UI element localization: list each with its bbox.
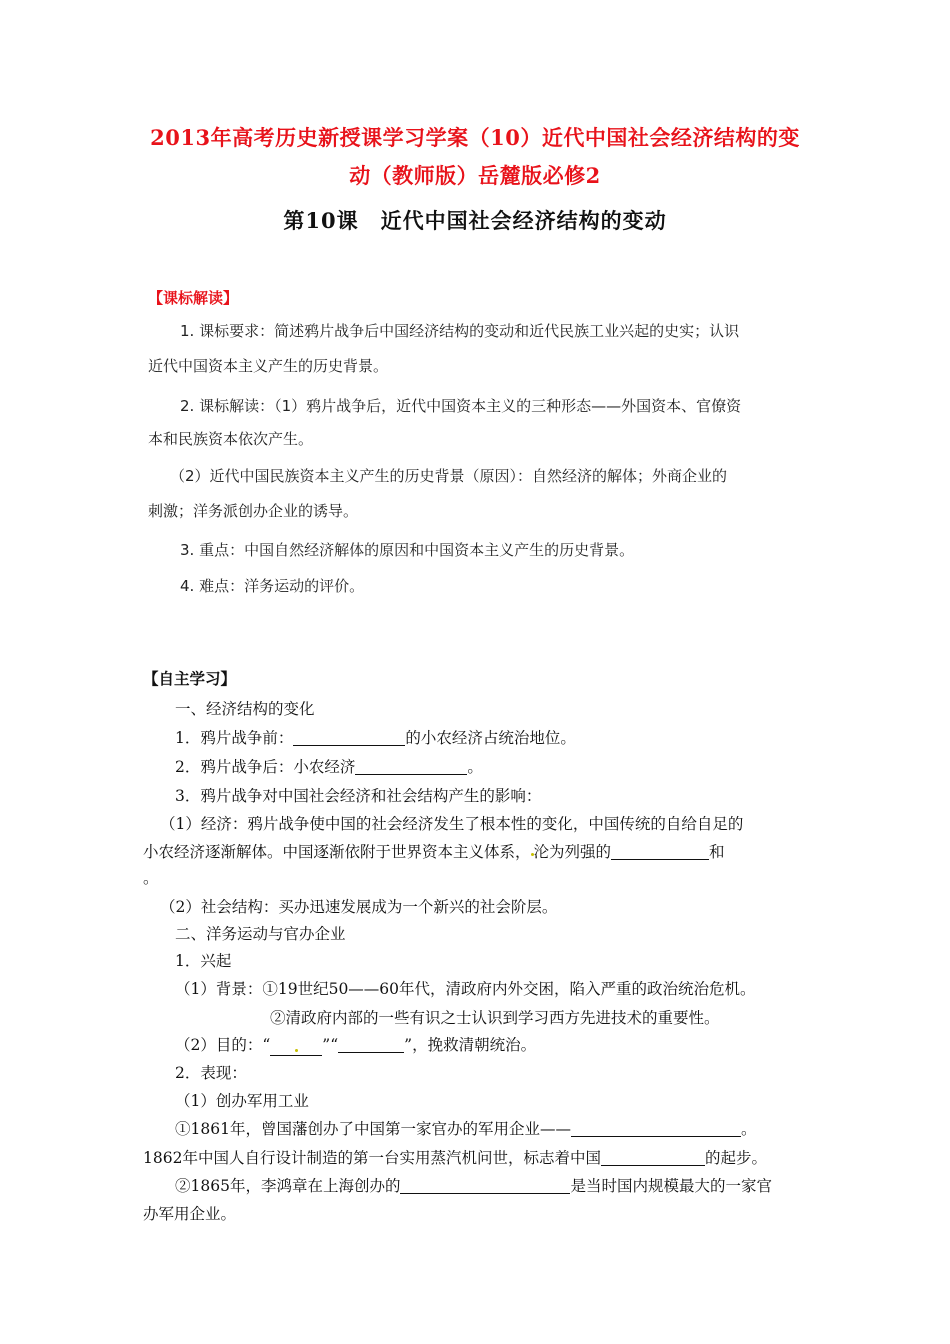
rise-heading: 1．兴起 <box>175 952 232 970</box>
question-2 <box>175 755 483 777</box>
kebiao-line-5: （2）近代中国民族资本主义产生的历史背景（原因）：自然经济的解体；外商企业的 <box>170 467 728 485</box>
background-line-1: （1）背景：①19世纪50——60年代，清政府内外交困，陷入严重的政治统治危机。 <box>175 980 756 998</box>
military-line-1-prefix: ①1861年，曾国藩创办了中国第一家官办的军用企业—— <box>175 1120 571 1138</box>
question-2-suffix: 。 <box>467 758 483 776</box>
military-line-2-suffix: 的起步。 <box>704 1149 767 1167</box>
document-title-line2: 动（教师版）岳麓版必修2 <box>349 163 601 188</box>
military-line-2 <box>143 1146 767 1168</box>
question-3: 3．鸦片战争对中国社会经济和社会结构产生的影响： <box>175 787 542 805</box>
kebiao-line-2: 近代中国资本主义产生的历史背景。 <box>148 357 389 375</box>
question-1 <box>175 726 576 748</box>
purpose-line <box>175 1033 536 1056</box>
document-title-line1: 2013年高考历史新授课学习学案（10）近代中国社会经济结构的变 <box>150 125 800 150</box>
answer-blank[interactable] <box>270 1039 322 1056</box>
manifestation-heading: 2．表现： <box>175 1064 247 1082</box>
answer-blank[interactable] <box>601 1149 705 1166</box>
section-1-heading: 一、经济结构的变化 <box>175 700 315 718</box>
kebiao-line-8: 4. 难点：洋务运动的评价。 <box>180 577 365 595</box>
question-3a-text-2: 沦为列强的 <box>533 843 612 861</box>
military-line-3 <box>175 1174 772 1196</box>
military-line-3-suffix: 是当时国内规模最大的一家官 <box>570 1177 772 1195</box>
purpose-prefix: （2）目的：“ <box>175 1036 271 1054</box>
military-line-2-prefix: 1862年中国人自行设计制造的第一台实用蒸汽机问世，标志着中国 <box>143 1149 601 1167</box>
kebiao-line-4: 本和民族资本依次产生。 <box>148 430 314 448</box>
question-2-prefix: 2．鸦片战争后：小农经济 <box>175 758 356 776</box>
answer-blank[interactable] <box>400 1177 570 1194</box>
answer-blank[interactable] <box>355 758 467 775</box>
kebiao-line-3: 2. 课标解读：（1）鸦片战争后，近代中国资本主义的三种形态——外国资本、官僚资 <box>180 397 742 415</box>
military-line-1-suffix: 。 <box>740 1120 757 1138</box>
question-3a-text-3: 和 <box>709 843 725 861</box>
question-1-suffix: 的小农经济占统治地位。 <box>405 729 576 747</box>
kebiao-line-7: 3. 重点：中国自然经济解体的原因和中国资本主义产生的历史背景。 <box>180 541 635 559</box>
question-3a-line-2 <box>143 840 725 862</box>
military-industry-heading: （1）创办军用工业 <box>175 1092 309 1110</box>
question-1-prefix: 1．鸦片战争前： <box>175 729 294 747</box>
speck-mark <box>295 1049 298 1052</box>
military-line-3-prefix: ②1865年，李鸿章在上海创办的 <box>175 1177 401 1195</box>
answer-blank[interactable] <box>338 1036 404 1053</box>
answer-blank[interactable] <box>611 843 709 860</box>
question-3a-line-1: （1）经济：鸦片战争使中国的社会经济发生了根本性的变化，中国传统的自给自足的 <box>160 815 744 833</box>
purpose-suffix: ”，挽救清朝统治。 <box>404 1036 537 1054</box>
military-line-1 <box>175 1117 756 1139</box>
kebiao-heading: 【课标解读】 <box>148 289 239 307</box>
kebiao-line-1: 1. 课标要求：简述鸦片战争后中国经济结构的变动和近代民族工业兴起的史实；认识 <box>180 322 740 340</box>
question-3a-text: 小农经济逐渐解体。中国逐渐依附于世界资本主义体系， <box>143 843 531 861</box>
purpose-mid: ”“ <box>322 1036 339 1054</box>
section-2-heading: 二、洋务运动与官办企业 <box>175 925 346 943</box>
zizhu-heading: 【自主学习】 <box>143 669 237 688</box>
answer-blank[interactable] <box>571 1120 741 1137</box>
kebiao-line-6: 刺激；洋务派创办企业的诱导。 <box>148 502 359 520</box>
background-line-2: ②清政府内部的一些有识之士认识到学习西方先进技术的重要性。 <box>270 1009 720 1027</box>
lesson-title: 第10课 近代中国社会经济结构的变动 <box>283 208 667 233</box>
question-3a-line-3: 。 <box>143 869 159 887</box>
answer-blank[interactable] <box>293 729 405 746</box>
question-3b: （2）社会结构：买办迅速发展成为一个新兴的社会阶层。 <box>160 898 558 916</box>
military-line-4: 办军用企业。 <box>143 1205 237 1223</box>
